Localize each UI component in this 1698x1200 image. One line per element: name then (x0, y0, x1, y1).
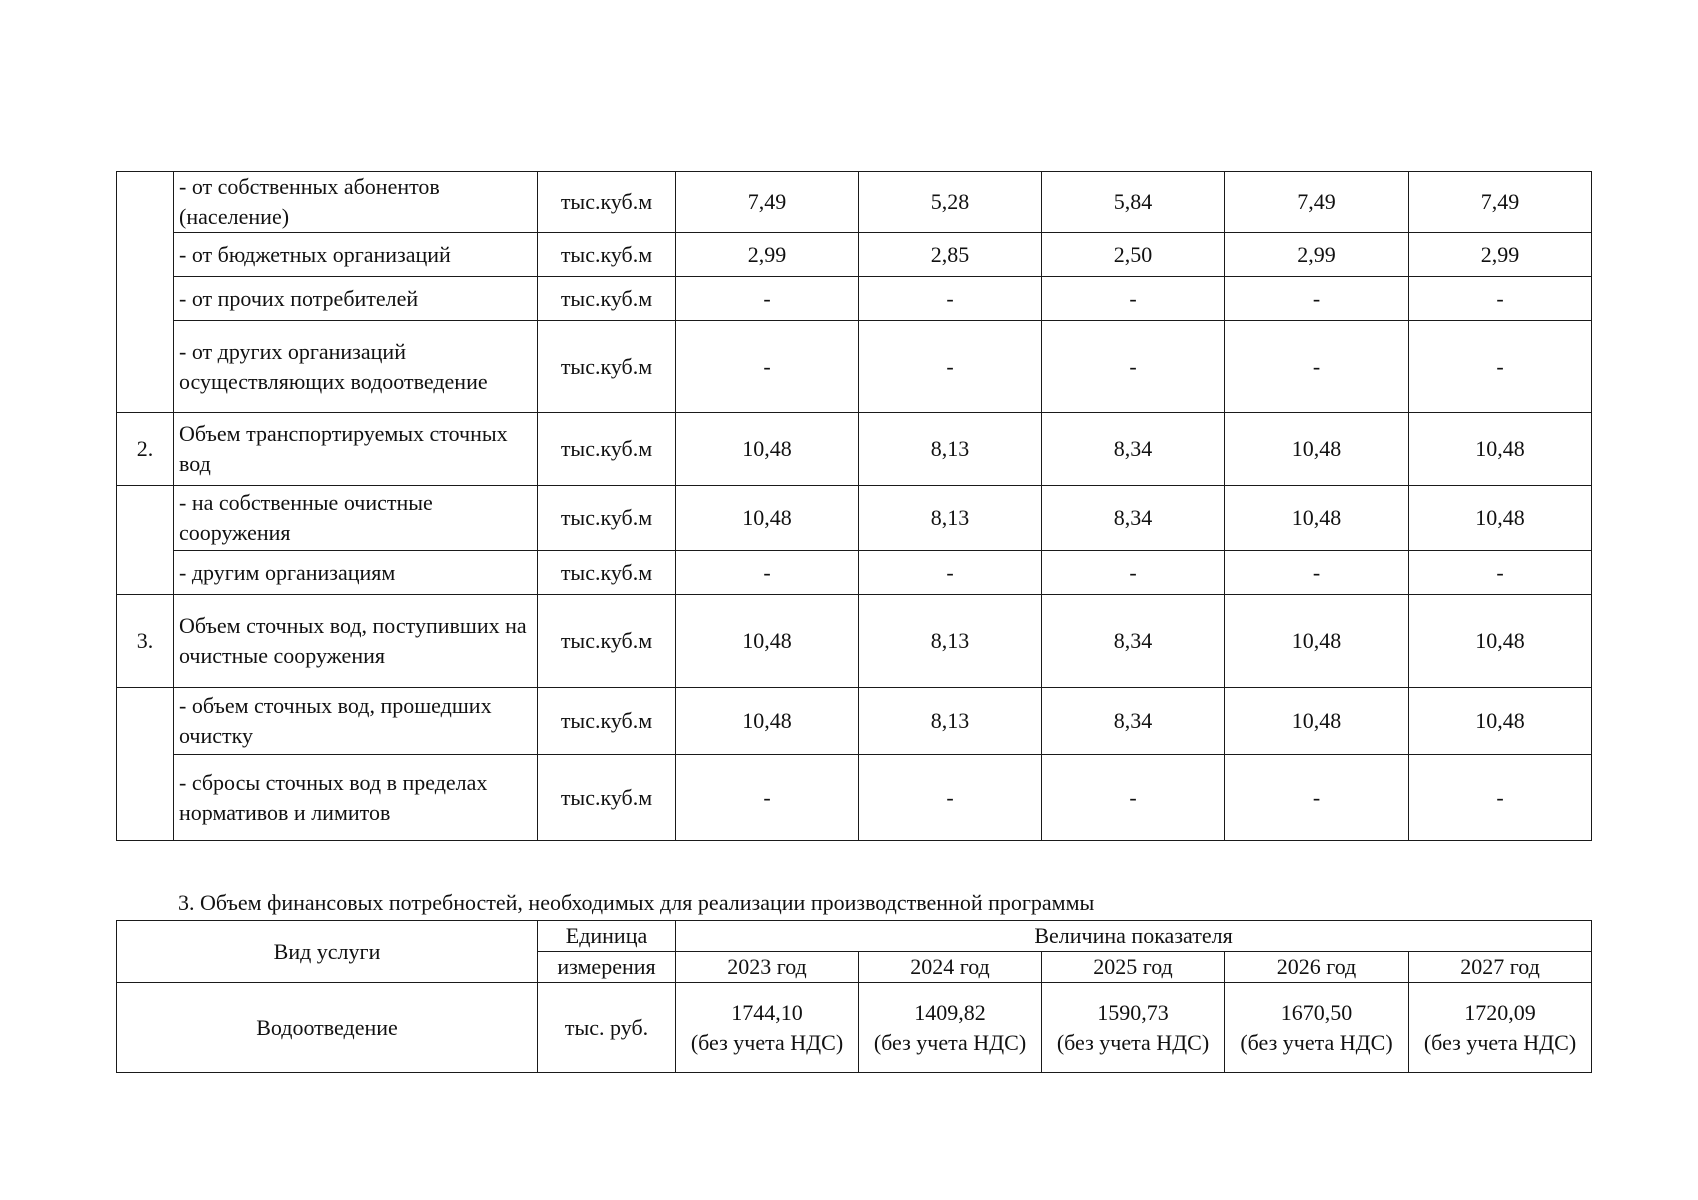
year-header: 2024 год (859, 952, 1042, 983)
value-cell-2026: - (1225, 321, 1409, 413)
unit-header-line-2: измерения (538, 952, 676, 983)
table-row (117, 233, 1592, 277)
year-header: 2027 год (1409, 952, 1592, 983)
value-cell-2027: 10,48 (1409, 595, 1592, 688)
production-volume-table (116, 171, 1592, 841)
value-cell-2027: 7,49 (1409, 172, 1592, 233)
value-cell-2023: - (676, 277, 859, 321)
table-row (117, 413, 1592, 486)
row-number-cell: 3. (117, 595, 174, 688)
row-unit: тыс.куб.м (538, 688, 676, 755)
value-cell-2027: - (1409, 551, 1592, 595)
value-cell-2023: 7,49 (676, 172, 859, 233)
row-description: - другим организациям (174, 551, 538, 595)
row-description: - от прочих потребителей (174, 277, 538, 321)
amount-value: 1670,50 (1280, 999, 1353, 1025)
unit-header-line-1: Единица (538, 921, 676, 952)
value-cell-2025: 8,34 (1042, 413, 1225, 486)
row-unit: тыс.куб.м (538, 595, 676, 688)
row-unit: тыс.куб.м (538, 486, 676, 551)
amount-cell-2024 (859, 983, 1042, 1073)
row-description: - от других организаций осуществляющих водоотведение (174, 321, 538, 413)
value-cell-2024: 8,13 (859, 413, 1042, 486)
table-row (117, 486, 1592, 551)
row-description: Объем сточных вод, поступивших на очистные сооружения (174, 595, 538, 688)
value-cell-2025: 8,34 (1042, 688, 1225, 755)
value-cell-2026: 7,49 (1225, 172, 1409, 233)
value-cell-2025: - (1042, 321, 1225, 413)
row-description: - объем сточных вод, прошедших очистку (174, 688, 538, 755)
value-cell-2026: 10,48 (1225, 688, 1409, 755)
row-number-cell: 2. (117, 413, 174, 486)
value-cell-2027: 10,48 (1409, 413, 1592, 486)
row-description: - на собственные очистные сооружения (174, 486, 538, 551)
table-row (117, 551, 1592, 595)
table-row (117, 755, 1592, 841)
value-cell-2024: 8,13 (859, 486, 1042, 551)
value-cell-2025: - (1042, 755, 1225, 841)
value-cell-2024: - (859, 755, 1042, 841)
row-description: - сбросы сточных вод в пределах нормативов и лимитов (174, 755, 538, 841)
value-cell-2026: - (1225, 551, 1409, 595)
value-cell-2027: - (1409, 321, 1592, 413)
amount-value: 1744,10 (731, 999, 803, 1025)
row-unit: тыс.куб.м (538, 413, 676, 486)
table-row (117, 277, 1592, 321)
value-cell-2025: 8,34 (1042, 486, 1225, 551)
amount-note: (без учета НДС) (1056, 1029, 1210, 1055)
row-unit: тыс.куб.м (538, 277, 676, 321)
amount-cell-2023 (676, 983, 859, 1073)
row-unit: тыс.куб.м (538, 321, 676, 413)
table-row (117, 172, 1592, 233)
table-row (117, 595, 1592, 688)
value-cell-2024: - (859, 551, 1042, 595)
section-title: 3. Объем финансовых потребностей, необходимых для реализации производственной программы (178, 890, 1095, 915)
amount-cell-2026 (1225, 983, 1409, 1073)
row-unit: тыс.куб.м (538, 755, 676, 841)
value-cell-2026: 10,48 (1225, 413, 1409, 486)
value-cell-2024: 2,85 (859, 233, 1042, 277)
value-cell-2024: - (859, 321, 1042, 413)
value-cell-2023: 2,99 (676, 233, 859, 277)
value-cell-2026: - (1225, 755, 1409, 841)
amount-cell-2027 (1409, 983, 1592, 1073)
amount-note: (без учета НДС) (1423, 1029, 1577, 1055)
value-cell-2023: 10,48 (676, 413, 859, 486)
value-cell-2026: 10,48 (1225, 595, 1409, 688)
value-cell-2025: 2,50 (1042, 233, 1225, 277)
amount-cell-2025 (1042, 983, 1225, 1073)
value-cell-2023: 10,48 (676, 688, 859, 755)
amount-value: 1720,09 (1464, 999, 1536, 1025)
year-header: 2025 год (1042, 952, 1225, 983)
value-cell-2027: 10,48 (1409, 486, 1592, 551)
value-cell-2024: 8,13 (859, 688, 1042, 755)
value-cell-2025: - (1042, 551, 1225, 595)
table-row (117, 983, 1592, 1073)
row-unit: тыс.куб.м (538, 233, 676, 277)
service-header: Вид услуги (117, 921, 538, 983)
value-cell-2023: - (676, 321, 859, 413)
amount-value: 1409,82 (914, 999, 986, 1025)
year-header: 2023 год (676, 952, 859, 983)
row-number-cell (117, 486, 174, 595)
value-cell-2023: 10,48 (676, 486, 859, 551)
row-number-cell (117, 688, 174, 841)
service-unit: тыс. руб. (538, 983, 676, 1073)
value-cell-2024: - (859, 277, 1042, 321)
value-cell-2023: 10,48 (676, 595, 859, 688)
value-cell-2023: - (676, 755, 859, 841)
row-unit: тыс.куб.м (538, 172, 676, 233)
value-cell-2026: 10,48 (1225, 486, 1409, 551)
amount-value: 1590,73 (1097, 999, 1169, 1025)
row-description: - от бюджетных организаций (174, 233, 538, 277)
value-cell-2024: 8,13 (859, 595, 1042, 688)
table-row (117, 321, 1592, 413)
amount-note: (без учета НДС) (873, 1029, 1027, 1055)
value-cell-2026: - (1225, 277, 1409, 321)
year-header: 2026 год (1225, 952, 1409, 983)
row-description: - от собственных абонентов (население) (174, 172, 538, 233)
value-cell-2023: - (676, 551, 859, 595)
financial-needs-table (116, 920, 1592, 1073)
amount-note: (без учета НДС) (1240, 1029, 1393, 1055)
row-description: Объем транспортируемых сточных вод (174, 413, 538, 486)
value-cell-2025: 8,34 (1042, 595, 1225, 688)
table-row (117, 688, 1592, 755)
value-cell-2025: 5,84 (1042, 172, 1225, 233)
value-cell-2027: - (1409, 277, 1592, 321)
value-cell-2027: 10,48 (1409, 688, 1592, 755)
value-cell-2026: 2,99 (1225, 233, 1409, 277)
amount-note: (без учета НДС) (690, 1029, 844, 1055)
value-cell-2025: - (1042, 277, 1225, 321)
value-cell-2027: 2,99 (1409, 233, 1592, 277)
row-number-cell (117, 172, 174, 413)
value-cell-2024: 5,28 (859, 172, 1042, 233)
row-unit: тыс.куб.м (538, 551, 676, 595)
value-header: Величина показателя (676, 921, 1592, 952)
header-row (117, 921, 1592, 952)
value-cell-2027: - (1409, 755, 1592, 841)
service-name: Водоотведение (117, 983, 538, 1073)
